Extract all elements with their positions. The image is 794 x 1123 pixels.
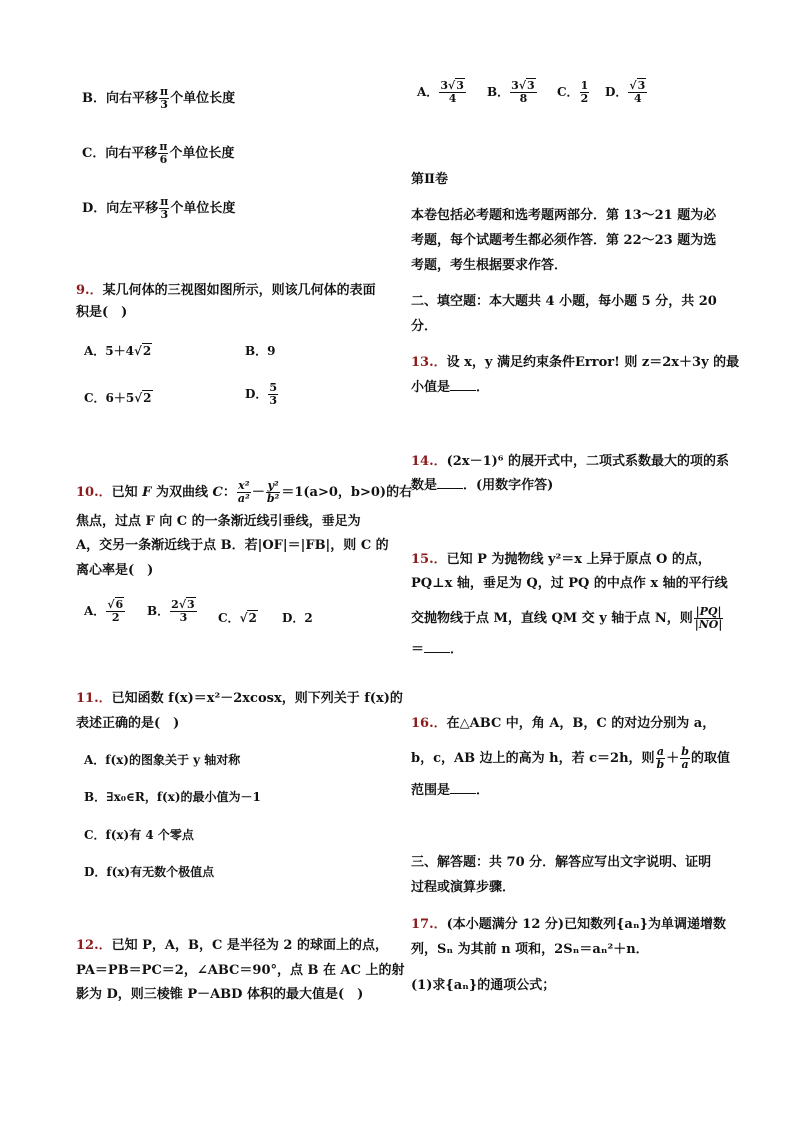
q8-option-d: D．向左平移 $\frac{\pi}{3}$ 个单位长度: [82, 195, 236, 221]
q8-option-c: C．向右平移 $\frac{\pi}{6}$ 个单位长度: [82, 140, 235, 166]
q10-line2: 焦点，过点 F 向 C 的一条渐近线引垂线，垂足为: [76, 514, 361, 529]
q16-line2: b，c，AB 边上的高为 h，若 c＝2h，则 $\frac{a}{b}$ ＋ $\frac{b}{a}$ 的取值: [411, 745, 730, 771]
q15-line1: 15.．已知 P 为抛物线 y²＝x 上异于原点 O 的点，: [411, 552, 711, 567]
q10-option-b: B． $\frac{2√ 3}{3}$: [147, 599, 198, 624]
section3-line2: 过程或演算步骤．: [411, 880, 516, 895]
q15-line3: 交抛物线于点 M，直线 QM 交 y 轴于点 N，则 $\frac{|PQ|}{|NO|}$: [411, 605, 723, 631]
q13-line2: 小值是 ．: [411, 380, 490, 395]
q16-answer-blank: [450, 781, 476, 794]
part2-title: 第Ⅱ卷: [411, 172, 448, 187]
q9-option-b: B．9: [245, 344, 276, 358]
q12-option-d: D． √ $\frac{3}{4}$: [605, 80, 648, 105]
q17-line2: 列，Sₙ 为其前 n 项和，2Sₙ＝aₙ²＋n．: [411, 942, 649, 957]
q9-line1: 9.．某几何体的三视图如图所示，则该几何体的表面: [76, 283, 376, 298]
q12-option-c: C． $\frac{1}{2}$: [557, 79, 589, 105]
q14-line2: 数是 ．(用数字作答): [411, 478, 554, 493]
q12-option-b: B． $\frac{3√ 3}{8}$: [487, 80, 538, 105]
q10-option-a: A． √ $\frac{6}{2}$: [84, 599, 126, 624]
q12-line3: 影为 D，则三棱锥 P－ABD 体积的最大值是( ): [76, 987, 364, 1002]
q13-answer-blank: [450, 378, 476, 391]
q11-option-c: C．f(x)有 4 个零点: [84, 828, 194, 842]
q17-line1: 17.．(本小题满分 12 分)已知数列{aₙ}为单调递增数: [411, 917, 726, 932]
q12-line1: 12.．已知 P，A，B，C 是半径为 2 的球面上的点，: [76, 938, 388, 953]
q11-line1: 11.．已知函数 f(x)＝x²－2xcosx，则下列关于 f(x)的: [76, 691, 403, 706]
q10-option-d: D．2: [282, 611, 313, 625]
q10-line4: 离心率是( ): [76, 563, 154, 578]
q9-option-a: A．5＋4√ 2: [84, 342, 152, 359]
q15-answer-blank: [424, 640, 450, 653]
section2-line2: 分．: [411, 319, 438, 334]
q11-option-b: B．∃x₀∈R，f(x)的最小值为－1: [84, 790, 261, 804]
q11-option-d: D．f(x)有无数个极值点: [84, 865, 215, 879]
part2-desc-line3: 考题，考生根据要求作答．: [411, 258, 568, 273]
q16-line3: 范围是 ．: [411, 783, 490, 798]
part2-desc-line1: 本卷包括必考题和选考题两部分．第 13～21 题为必: [411, 208, 717, 223]
section3-line1: 三、解答题：共 70 分．解答应写出文字说明、证明: [411, 855, 712, 870]
q14-line1: 14.．(2x－1)⁶ 的展开式中，二项式系数最大的项的系: [411, 454, 729, 469]
section2-line1: 二、填空题：本大题共 4 小题，每小题 5 分，共 20: [411, 294, 717, 309]
q10-line3: A，交另一条渐近线于点 B．若|OF|＝|FB|，则 C 的: [76, 538, 389, 553]
q11-option-a: A．f(x)的图象关于 y 轴对称: [84, 753, 241, 767]
q14-answer-blank: [437, 476, 463, 489]
q12-option-a: A． $\frac{3√ 3}{4}$: [417, 80, 467, 105]
q9-option-c: C．6＋5√ 2: [84, 389, 153, 406]
q17-line3: (1)求{aₙ}的通项公式；: [411, 978, 556, 993]
q10-option-c: C．√ 2: [218, 609, 258, 626]
q13-line1: 13.．设 x，y 满足约束条件Error! 则 z＝2x＋3y 的最: [411, 355, 740, 370]
q12-line2: PA＝PB＝PC＝2，∠ABC＝90°，点 B 在 AC 上的射: [76, 963, 405, 978]
q15-line2: PQ⊥x 轴，垂足为 Q，过 PQ 的中点作 x 轴的平行线: [411, 576, 728, 591]
part2-desc-line2: 考题，每个试题考生都必须作答．第 22～23 题为选: [411, 233, 717, 248]
q11-line2: 表述正确的是( ): [76, 716, 180, 731]
q8-option-b: B．向右平移 $\frac{\pi}{3}$ 个单位长度: [82, 85, 236, 111]
q9-line2: 积是( ): [76, 305, 128, 320]
q16-line1: 16.．在△ABC 中，角 A，B，C 的对边分别为 a，: [411, 716, 716, 731]
q9-option-d: D． $\frac{5}{3}$: [245, 381, 278, 407]
q15-line4: ＝ ．: [411, 642, 464, 657]
q10-line1: 10.．已知 F 为双曲线 C： $\frac{\text{x²}}{\text{a²}}$ － $\frac{\text{y²}}{\text{b²}}$ ＝1(a>0，b>0)的右: [76, 479, 413, 505]
